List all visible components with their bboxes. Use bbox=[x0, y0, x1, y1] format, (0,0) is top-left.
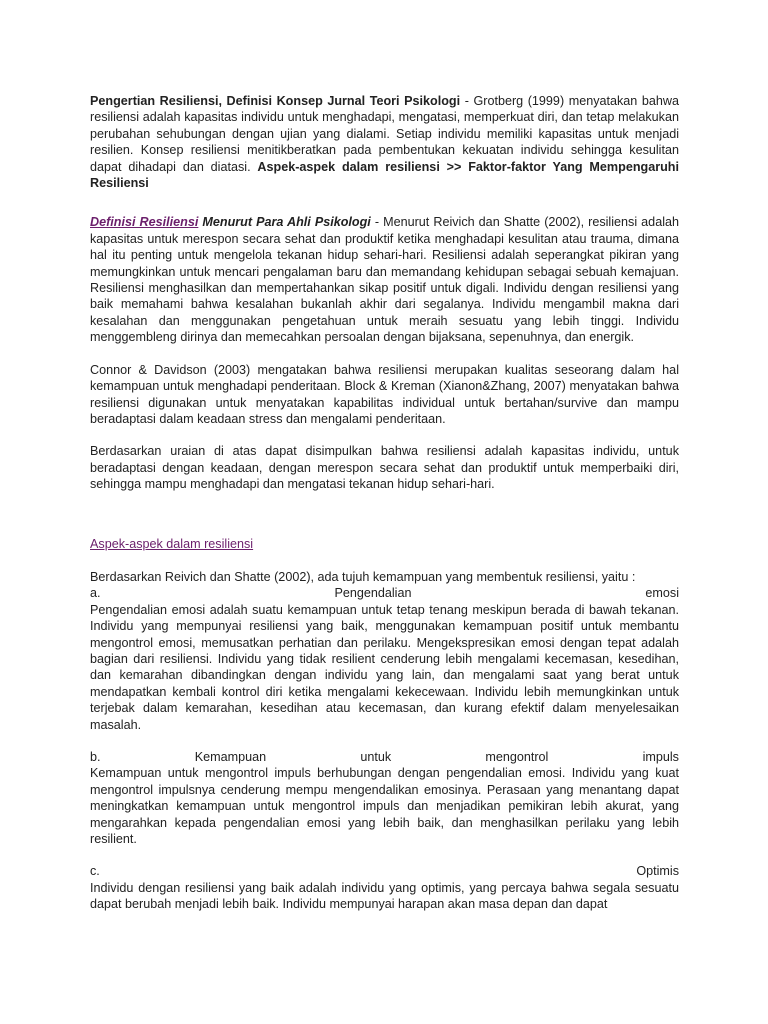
paragraph-definition-intro bbox=[90, 93, 679, 191]
paragraph-reivich-shatte bbox=[90, 214, 679, 345]
item-c-heading bbox=[90, 863, 679, 879]
item-b-word: impuls bbox=[642, 750, 679, 764]
document-page bbox=[90, 93, 679, 913]
paragraph-conclusion: Berdasarkan uraian di atas dapat disimpulkan bahwa resiliensi adalah kapasitas individu, untuk beradaptasi dengan keadaan, dengan merespon secara sehat dan produktif untuk memperbaiki diri, sehingga mampu menghadapi dan mengatasi tekanan hidup sehari-hari. bbox=[90, 444, 679, 492]
item-a-word: emosi bbox=[645, 586, 679, 601]
paragraph-connor-davidson: Connor & Davidson (2003) mengatakan bahwa resiliensi merupakan kualitas seseorang dalam hal kemampuan untuk menghadapi penderitaan. Block & Kreman (Xianon&Zhang, 2007) menyatakan bahwa resiliensi digunakan untuk menyatakan kapabilitas individual untuk bertahan/survive dan mampu beradaptasi dalam keadaan stress dan mengalami penderitaan. bbox=[90, 362, 679, 426]
item-a-body: Pengendalian emosi adalah suatu kemampuan untuk tetap tenang meskipun berada di bawah tekanan. Individu yang mempunyai resiliensi yang baik, menggunakan kemampuan positif untuk membantu mengontrol emosi, memusatkan perhatian dan perilaku. Mengekspresikan emosi dengan tepat adalah bagian dari resiliensi. Individu yang tidak resilient cenderung lebih mengalami kecemasan, kesedihan, dan kemarahan dibandingkan dengan individu yang lain, dan mengalami saat yang berat untuk mendapatkan kembali kontrol diri ketika mengalami kekecewaan. Individu lebih memungkinkan untuk terjebak dalam kemarahan, kesedihan atau kecemasan, dan kurang efektif dalam menyelesaikan masalah. bbox=[90, 602, 679, 732]
item-c-word: Optimis bbox=[636, 864, 679, 879]
item-a-label: a. bbox=[90, 586, 101, 601]
item-c-label: c. bbox=[90, 864, 100, 879]
paragraph-text: - Menurut Reivich dan Shatte (2002), resiliensi adalah kapasitas untuk merespon secara sehat dan produktif ketika menghadapi kesulitan atau trauma, dimana hal itu penting untuk mengelola tekanan hidup sehari-hari. Resiliensi adalah seperangkat pikiran yang memungkinkan untuk mencari pengalaman baru dan memandang kehidupan sebagai sebuah kemajuan. Resiliensi menghasilkan dan mempertahankan sikap positif untuk digali. Individu dengan resiliensi yang baik memahami bahwa kesalahan bukanlah akhir dari segalanya. Individu mengambil makna dari kesalahan dan menggunakan pengetahuan untuk meraih sesuatu yang lebih tinggi. Individu menggembleng dirinya dan memecahkan persoalan dengan bijaksana, sepenuhnya, dan energik. bbox=[90, 215, 679, 345]
item-b-heading bbox=[90, 749, 679, 765]
section-heading bbox=[90, 536, 679, 552]
paragraph-text: - Grotberg (1999) menyatakan bahwa resiliensi adalah kapasitas individu untuk menghadapi, mengatasi, memperkuat diri, dan tetap melakukan perubahan sehubungan dengan ujian yang dialami. Setiap individu memiliki kapasitas untuk menjadi resilien. Konsep resiliensi menitikberatkan pada pembentukan kekuatan individu sehingga kesulitan dapat dihadapi dan diatasi. bbox=[90, 94, 679, 174]
article-title: Pengertian Resiliensi, Definisi Konsep Jurnal Teori Psikologi bbox=[90, 94, 461, 108]
subtitle-text: Menurut Para Ahli Psikologi bbox=[198, 215, 371, 230]
aspek-heading-link[interactable]: Aspek-aspek dalam resiliensi bbox=[90, 536, 254, 551]
item-b-body: Kemampuan untuk mengontrol impuls berhubungan dengan pengendalian emosi. Individu yang kuat mengontrol impulsnya cenderung mempu mengendalikan emosinya. Perasaan yang menantang dapat meningkatkan kemampuan untuk mengontrol impuls dan menjadikan pemikiran lebih akurat, yang mengarahkan kepada pengendalian emosi yang lebih baik, dan menghasilkan perilaku yang lebih resilient. bbox=[90, 766, 679, 847]
item-b-label: b. bbox=[90, 750, 101, 764]
item-b-word: untuk bbox=[360, 750, 392, 764]
aspek-intro: Berdasarkan Reivich dan Shatte (2002), ada tujuh kemampuan yang membentuk resiliensi, yaitu : bbox=[90, 569, 636, 584]
item-b-word: Kemampuan bbox=[194, 750, 267, 764]
item-a-word: Pengendalian bbox=[334, 586, 412, 601]
item-a-heading bbox=[90, 585, 679, 601]
item-c-body: Individu dengan resiliensi yang baik adalah individu yang optimis, yang percaya bahwa segala sesuatu dapat berubah menjadi lebih baik. Individu mempunyai harapan akan masa depan dan dapat bbox=[90, 880, 679, 912]
item-b-word: mengontrol bbox=[485, 750, 549, 764]
related-links-text[interactable]: Aspek-aspek dalam resiliensi >> Faktor-faktor Yang Mempengaruhi Resiliensi bbox=[90, 159, 679, 191]
definisi-resiliensi-link[interactable]: Definisi Resiliensi bbox=[90, 215, 199, 230]
